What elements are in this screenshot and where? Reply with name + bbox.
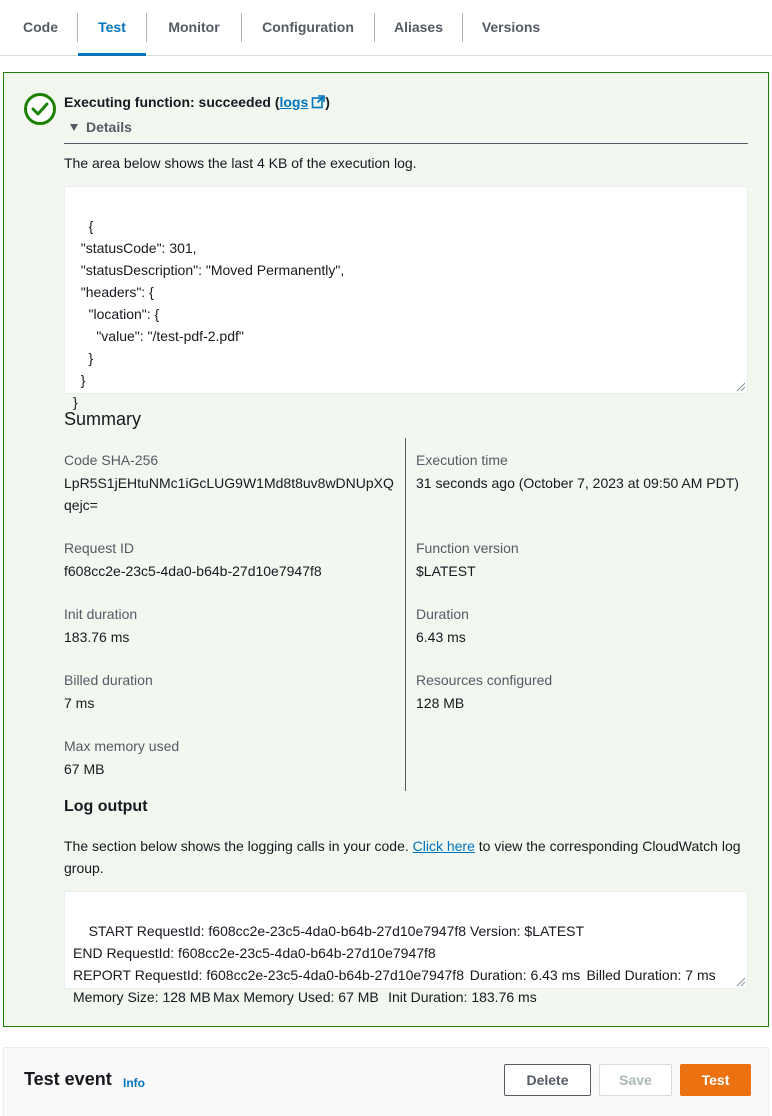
tab-aliases[interactable]: Aliases [393, 19, 444, 35]
caret-down-icon [70, 124, 78, 131]
tab-separator [146, 13, 147, 42]
function-version-value: $LATEST [416, 563, 476, 579]
execution-time-value: 31 seconds ago (October 7, 2023 at 09:50 AM PDT) [416, 475, 739, 491]
log-desc-prefix: The section below shows the logging calls in your code. [64, 838, 413, 854]
logs-link-label: logs [279, 94, 309, 110]
log-output-box[interactable] [64, 891, 748, 1005]
duration-value: 6.43 ms [416, 629, 466, 645]
tab-separator [462, 13, 463, 42]
init-duration-value: 183.76 ms [64, 629, 130, 645]
function-version-label: Function version [416, 540, 519, 556]
tab-separator [374, 13, 375, 42]
log-output-text: START RequestId: f608cc2e-23c5-4da0-b64b-27d10e7947f8 Version: $LATEST END RequestId: f608cc2e-23c5-4da0-b64b-27d10e7947f8 REPORT RequestId: f608cc2e-23c5-4da0-b64b-27d10e7947f8 Duration: 6.43 ms Billed Duration: 7 ms Memory Size: 128 MB Max Memory Used: 67 MB Init Duration: 183.76 ms [73, 923, 716, 1005]
details-label: Details [86, 119, 132, 135]
execution-time-label: Execution time [416, 452, 508, 468]
tab-configuration[interactable]: Configuration [262, 19, 354, 35]
resize-grip-icon[interactable] [737, 383, 745, 391]
tab-versions[interactable]: Versions [481, 19, 541, 35]
execution-log-description: The area below shows the last 4 KB of the execution log. [64, 155, 417, 171]
max-memory-value: 67 MB [64, 761, 105, 777]
tab-code[interactable]: Code [23, 19, 58, 35]
success-check-icon [24, 93, 56, 125]
max-memory-label: Max memory used [64, 738, 180, 754]
log-output-title: Log output [64, 798, 148, 815]
column-divider [405, 438, 406, 791]
code-sha-label: Code SHA-256 [64, 452, 159, 468]
details-toggle[interactable] [64, 119, 748, 144]
tab-monitor[interactable]: Monitor [168, 19, 220, 35]
response-output[interactable] [64, 186, 748, 410]
logs-link[interactable] [279, 94, 325, 110]
response-json-text: { "statusCode": 301, "statusDescription": "Moved Permanently", "headers": { "location": { "value": "/test-pdf-2.pdf" } } } [73, 218, 345, 410]
execution-result-panel [3, 72, 769, 1027]
request-id-label: Request ID [64, 540, 135, 556]
execution-status-title [64, 94, 330, 112]
tab-test[interactable]: Test [78, 0, 146, 55]
billed-duration-label: Billed duration [64, 672, 153, 688]
code-sha-value: LpR5S1jEHtuNMc1iGcLUG9W1Md8t8uv8wDNUpXQqejc= [64, 475, 394, 513]
tab-bar [0, 0, 772, 56]
cloudwatch-link[interactable]: Click here [412, 838, 475, 854]
test-event-title: Test event [24, 1069, 112, 1089]
resize-grip-icon[interactable] [737, 978, 745, 986]
request-id-value: f608cc2e-23c5-4da0-b64b-27d10e7947f8 [64, 563, 322, 579]
resources-configured-label: Resources configured [416, 672, 553, 688]
log-output-description [64, 835, 748, 879]
test-event-header [3, 1047, 769, 1116]
external-link-icon [311, 95, 325, 112]
status-text: Executing function: succeeded ( [64, 94, 280, 110]
info-link[interactable]: Info [123, 1076, 145, 1090]
test-button[interactable]: Test [680, 1064, 751, 1096]
log-desc-suffix: to view the corresponding CloudWatch log group. [64, 838, 741, 876]
save-button[interactable]: Save [599, 1064, 672, 1096]
init-duration-label: Init duration [64, 606, 138, 622]
status-text-end: ) [325, 94, 330, 110]
delete-button[interactable]: Delete [504, 1064, 591, 1096]
duration-label: Duration [416, 606, 469, 622]
summary-title: Summary [64, 409, 142, 429]
resources-configured-value: 128 MB [416, 695, 465, 711]
billed-duration-value: 7 ms [64, 695, 95, 711]
tab-separator [241, 13, 242, 42]
